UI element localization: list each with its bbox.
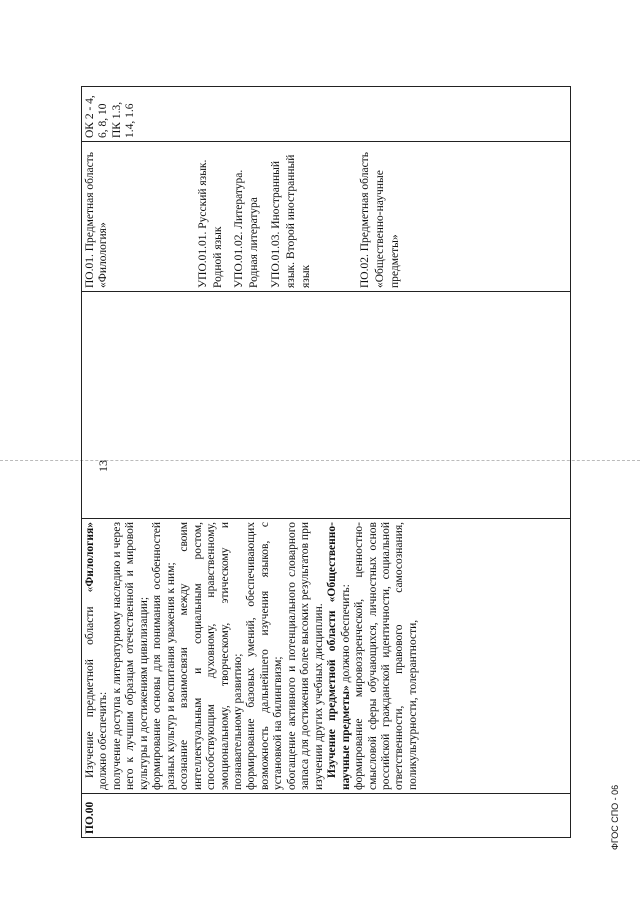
subject-area-2: ПО.02. Предметная область «Общественно-научные предметы» bbox=[359, 152, 402, 288]
pk-competencies: ПК 1.3, 1.4, 1.6 bbox=[110, 101, 137, 138]
section-heading-social: Изучение предметной области «Общественно-научные предметы» должно обеспечить: bbox=[326, 522, 352, 790]
text-line: формирование мировоззренческой, ценностно-смысловой сферы обучающихся, личностных основ российской гражданской идентичности, социальной ответственности, правового самосознания, поликультурности, толерантности, bbox=[353, 522, 419, 790]
code-cell bbox=[82, 794, 571, 838]
curriculum-table bbox=[81, 86, 571, 838]
text-line: получение доступа к литературному наследию и через него к лучшим образцам отечественной и мировой культуры и достижениям цивилизации; bbox=[110, 522, 150, 790]
footer-label: ФГОС СПО - 06 bbox=[610, 784, 620, 850]
subject-area-1: ПО.01. Предметная область «Филология» bbox=[84, 152, 110, 288]
subjects-cell bbox=[82, 142, 571, 292]
subject-upo-2: УПО.01.02. Литература. Родная литература bbox=[233, 169, 261, 288]
text-line: обогащение активного и потенциального словарного запаса для достижения более высоких результатов при изучении других учебных дисциплин. bbox=[285, 522, 325, 790]
ok-competencies: ОК 2 - 4, 6, 8, 10 bbox=[84, 95, 110, 138]
description-cell bbox=[82, 519, 571, 794]
text-line: осознание взаимосвязи между своим интеллектуальным и социальным ростом, способствующим духовному, нравственному, эмоциональному, творческому, этическому и познавательному развитию; bbox=[178, 522, 244, 790]
subject-upo-3: УПО.01.03. Иностранный язык. Второй иностранный язык bbox=[269, 154, 312, 288]
page-number: 13 bbox=[96, 460, 110, 472]
section-heading-philology: Изучение предметной области «Филология» должно обеспечить: bbox=[84, 522, 110, 790]
competencies-cell bbox=[82, 87, 571, 142]
code-label: ПО.00 bbox=[84, 801, 96, 834]
subject-upo-1: УПО.01.01. Русский язык. Родной язык bbox=[196, 159, 225, 288]
table-row bbox=[82, 87, 571, 838]
text-line: формирование базовых умений, обеспечивающих возможность дальнейшего изучения языков, с установкой на билингвизм; bbox=[245, 522, 285, 790]
empty-cell bbox=[82, 292, 571, 519]
text-line: формирование основы для понимания особенностей разных культур и воспитания уважения к ним; bbox=[151, 522, 177, 790]
